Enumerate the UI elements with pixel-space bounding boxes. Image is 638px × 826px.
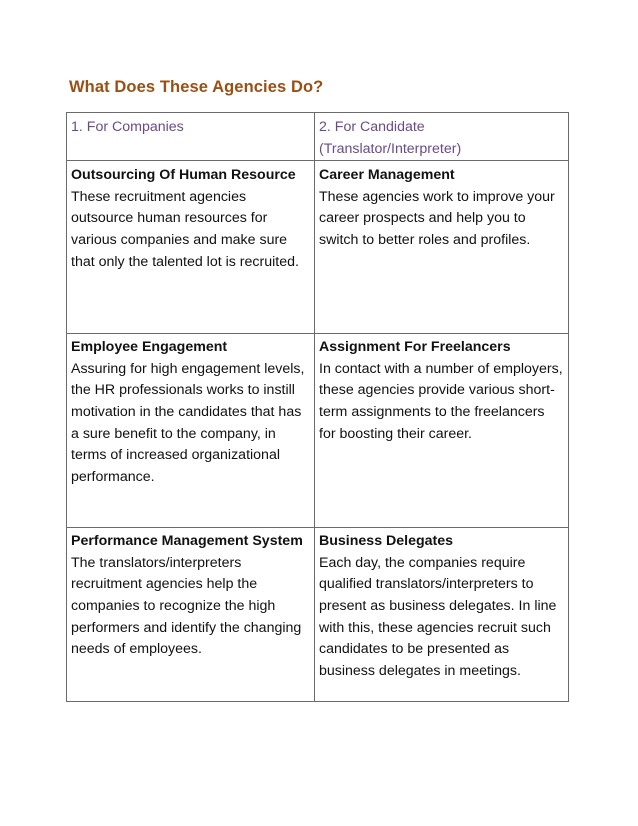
table-cell [67,334,315,528]
cell-body: Assuring for high engagement levels, the HR professionals works to instill motivation in the candidates that has a sure benefit to the company, in terms of increased organizational performance. [71,360,305,485]
cell-body: These recruitment agencies outsource human resources for various companies and make sure that only the talented lot is recruited. [71,188,299,270]
agencies-table [66,112,569,702]
cell-title: Business Delegates [319,533,454,550]
cell-title: Performance Management System [71,533,303,550]
table-row [67,161,569,334]
cell-body: The translators/interpreters recruitment agencies help the companies to recognize the high performers and identify the changing needs of employees. [71,554,302,658]
document-title: What Does These Agencies Do? [69,78,324,96]
cell-title: Outsourcing Of Human Resource [71,167,296,184]
header-for-companies: 1. For Companies [67,113,315,161]
header-for-candidate: 2. For Candidate (Translator/Interpreter) [315,113,569,161]
table-cell [315,528,569,702]
table-cell [315,334,569,528]
cell-title: Employee Engagement [71,339,228,356]
cell-body: In contact with a number of employers, these agencies provide various short-term assignments to the freelancers for boosting their career. [319,360,563,442]
cell-title: Career Management [319,167,455,184]
table-header-row [67,113,569,161]
cell-body: These agencies work to improve your career prospects and help you to switch to better roles and profiles. [319,188,555,248]
table-cell [67,528,315,702]
cell-title: Assignment For Freelancers [319,339,511,356]
table-cell [315,161,569,334]
table-row [67,334,569,528]
table-row [67,528,569,702]
cell-body: Each day, the companies require qualified translators/interpreters to present as business delegates. In line with this, these agencies recruit such candidates to be presented as business delegates in meetings. [319,554,557,679]
table-cell [67,161,315,334]
